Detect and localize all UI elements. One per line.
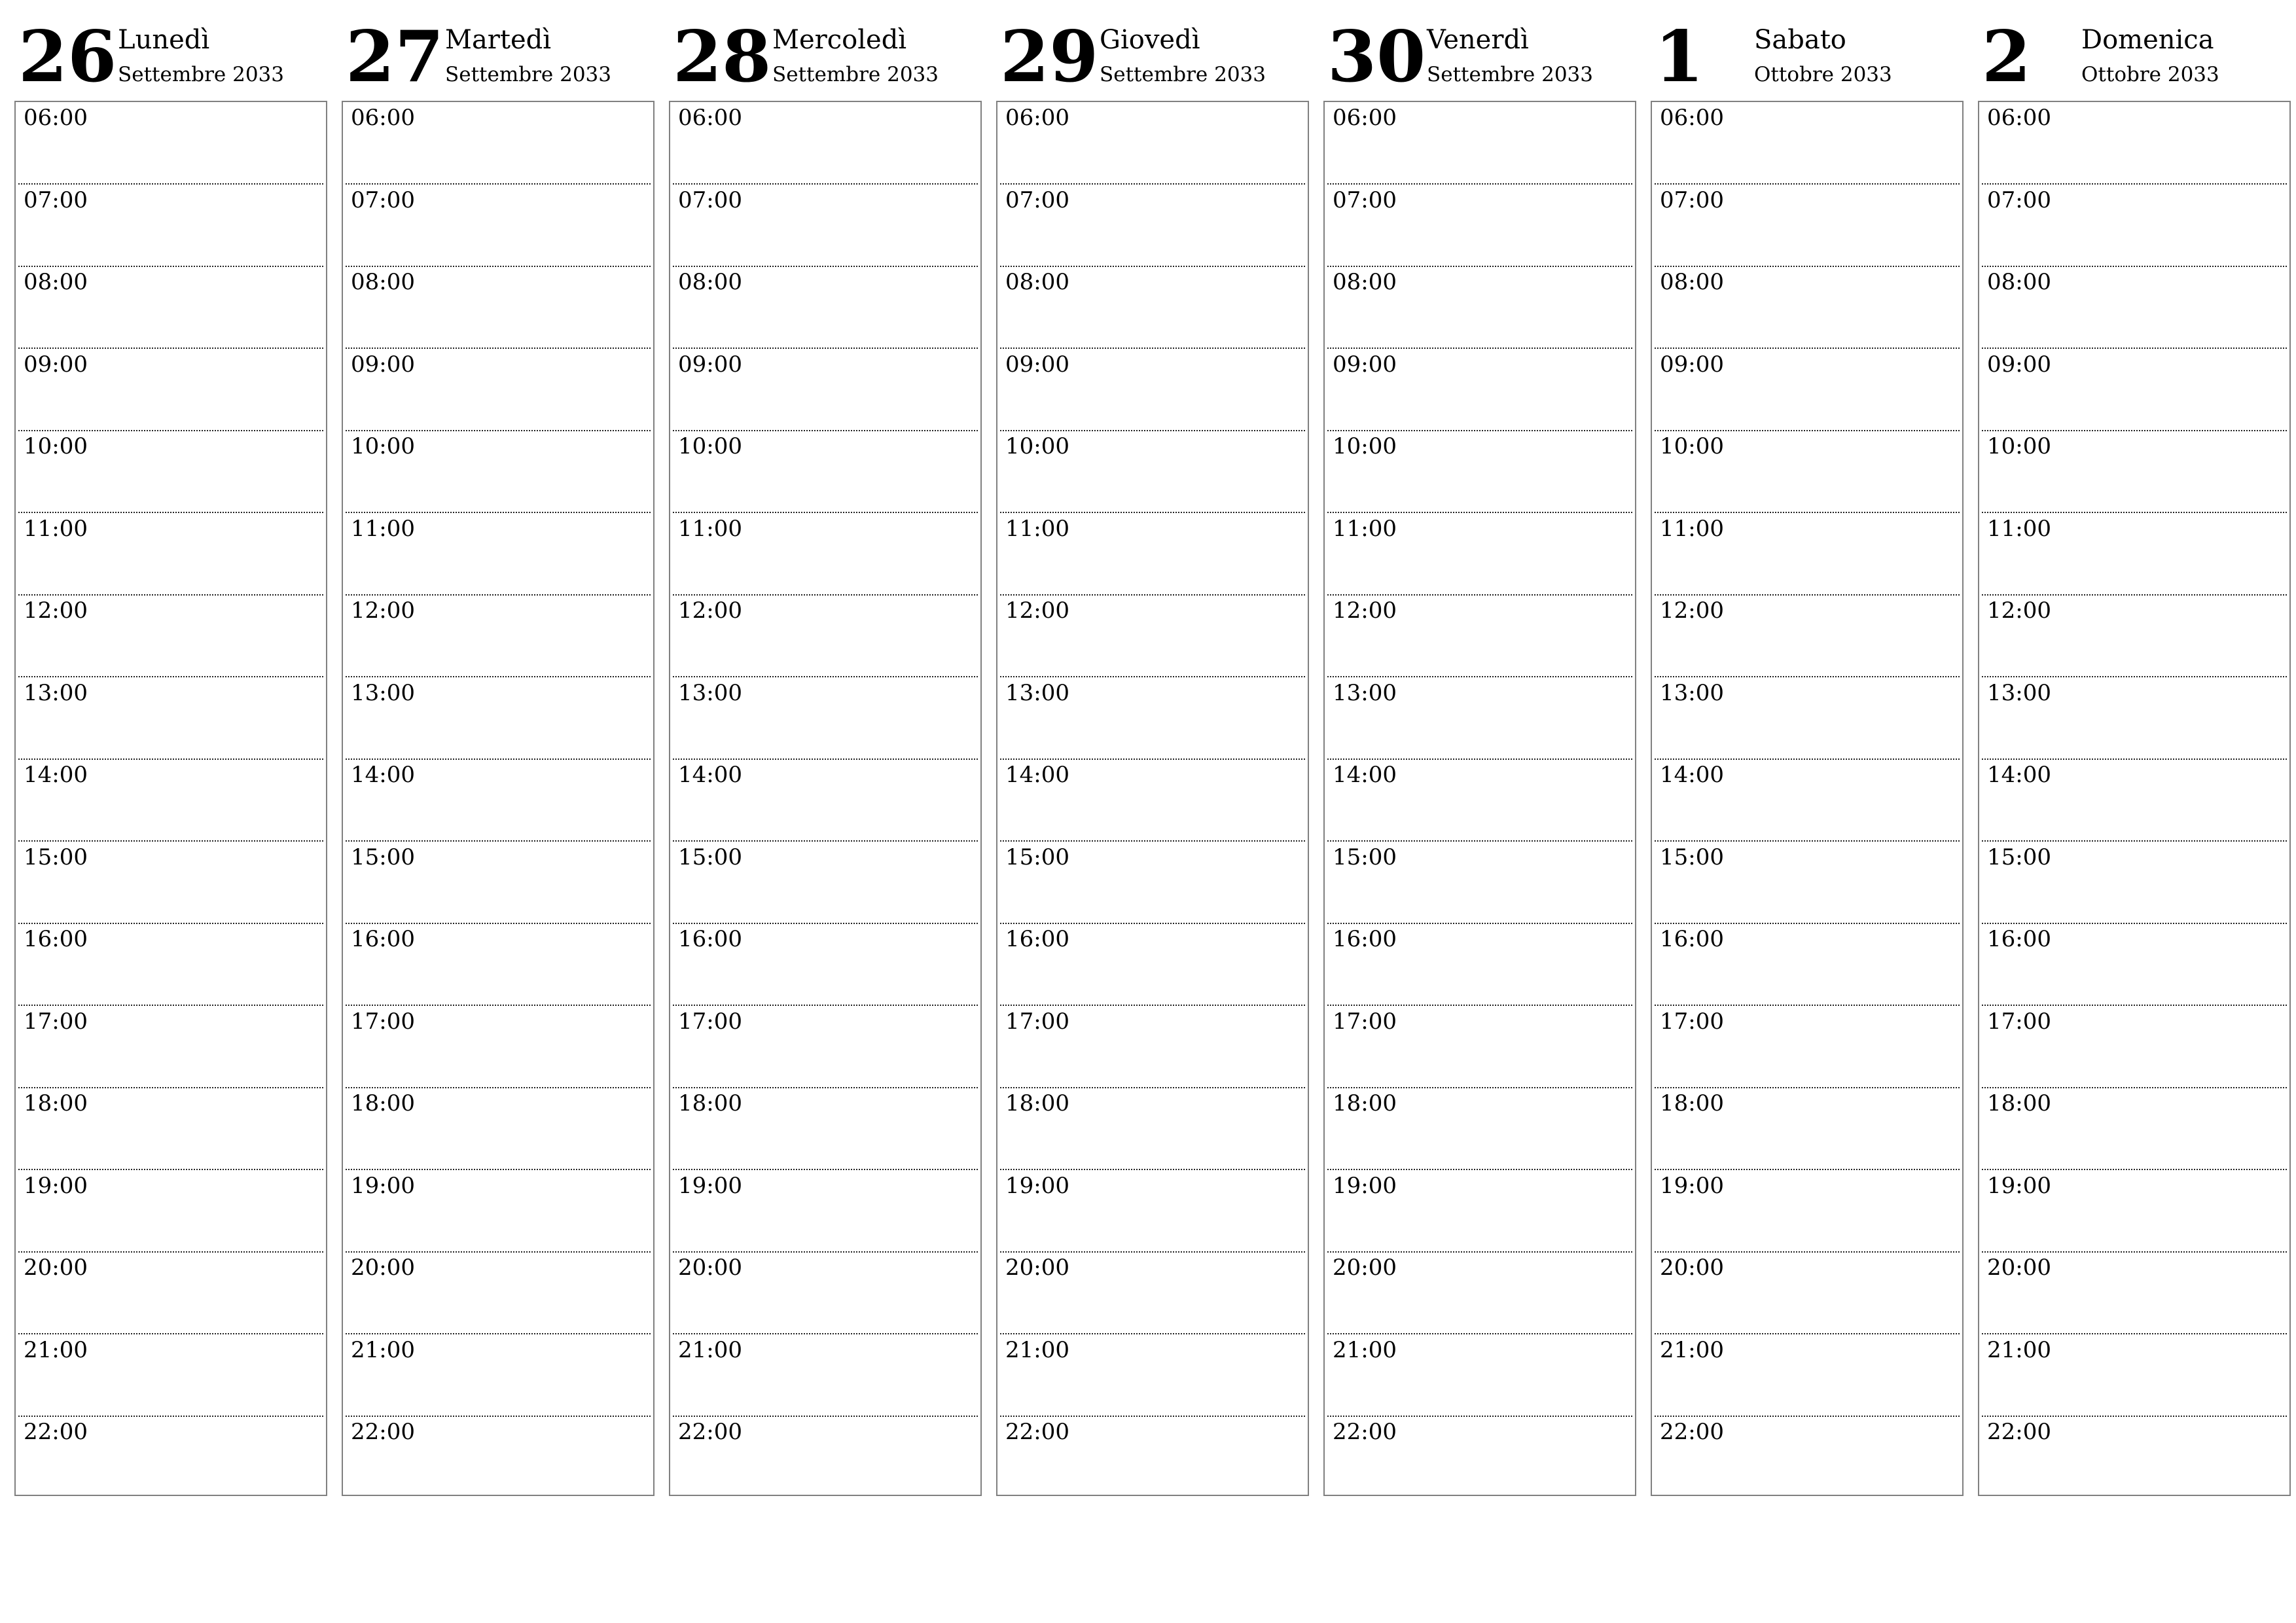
time-slot bbox=[343, 1088, 653, 1169]
time-label: 14:00 bbox=[1987, 762, 2051, 788]
time-slot bbox=[1325, 1416, 1635, 1498]
time-label: 16:00 bbox=[1333, 926, 1397, 952]
day-name: Martedì bbox=[445, 25, 552, 55]
time-label: 16:00 bbox=[351, 926, 415, 952]
time-slot bbox=[343, 1334, 653, 1416]
time-slot bbox=[997, 513, 1308, 595]
time-slot bbox=[16, 1170, 326, 1252]
time-slot bbox=[997, 677, 1308, 759]
time-label: 16:00 bbox=[1660, 926, 1724, 952]
time-label: 19:00 bbox=[24, 1172, 88, 1199]
time-label: 17:00 bbox=[1005, 1008, 1069, 1035]
time-slot bbox=[1652, 1416, 1962, 1498]
time-label: 09:00 bbox=[1333, 351, 1397, 378]
time-slot bbox=[997, 349, 1308, 431]
time-label: 07:00 bbox=[678, 187, 742, 213]
time-slot bbox=[343, 102, 653, 184]
time-slot bbox=[343, 431, 653, 512]
time-label: 18:00 bbox=[1987, 1090, 2051, 1116]
time-slot bbox=[1979, 842, 2289, 923]
time-label: 18:00 bbox=[1005, 1090, 1069, 1116]
time-slot bbox=[1652, 102, 1962, 184]
time-slot bbox=[343, 923, 653, 1005]
time-label: 13:00 bbox=[351, 679, 415, 706]
time-label: 19:00 bbox=[351, 1172, 415, 1199]
time-label: 15:00 bbox=[1333, 844, 1397, 870]
time-label: 20:00 bbox=[351, 1255, 415, 1281]
day-header bbox=[1651, 0, 1964, 98]
time-slot bbox=[1979, 595, 2289, 677]
time-label: 16:00 bbox=[1987, 926, 2051, 952]
time-label: 22:00 bbox=[1987, 1419, 2051, 1445]
time-label: 10:00 bbox=[1005, 433, 1069, 459]
time-slot bbox=[1979, 266, 2289, 348]
time-slot bbox=[997, 595, 1308, 677]
time-slot bbox=[343, 1006, 653, 1088]
time-label: 08:00 bbox=[678, 269, 742, 295]
time-slot bbox=[1325, 1252, 1635, 1334]
day-number: 26 bbox=[18, 16, 117, 98]
time-slot bbox=[670, 923, 980, 1005]
day-number: 1 bbox=[1655, 16, 1704, 98]
time-label: 10:00 bbox=[678, 433, 742, 459]
time-label: 21:00 bbox=[351, 1336, 415, 1363]
time-label: 08:00 bbox=[351, 269, 415, 295]
time-label: 08:00 bbox=[1987, 269, 2051, 295]
time-slot bbox=[1652, 842, 1962, 923]
time-label: 20:00 bbox=[24, 1255, 88, 1281]
time-label: 15:00 bbox=[1660, 844, 1724, 870]
time-label: 06:00 bbox=[678, 105, 742, 131]
time-label: 06:00 bbox=[24, 105, 88, 131]
day-name: Sabato bbox=[1754, 25, 1846, 55]
time-label: 07:00 bbox=[24, 187, 88, 213]
day-name: Venerdì bbox=[1427, 25, 1529, 55]
time-slot bbox=[1652, 431, 1962, 512]
day-schedule-box bbox=[669, 101, 982, 1496]
time-label: 22:00 bbox=[1660, 1419, 1724, 1445]
time-slot bbox=[670, 1334, 980, 1416]
time-label: 11:00 bbox=[1005, 515, 1069, 542]
time-slot bbox=[1325, 185, 1635, 266]
time-label: 11:00 bbox=[678, 515, 742, 542]
time-slot bbox=[670, 759, 980, 841]
time-label: 08:00 bbox=[24, 269, 88, 295]
day-number: 2 bbox=[1982, 16, 2032, 98]
time-slot bbox=[16, 1252, 326, 1334]
day-header bbox=[342, 0, 655, 98]
time-slot bbox=[1979, 1252, 2289, 1334]
time-label: 08:00 bbox=[1005, 269, 1069, 295]
day-schedule-box bbox=[342, 101, 655, 1496]
time-label: 19:00 bbox=[1987, 1172, 2051, 1199]
time-label: 07:00 bbox=[1987, 187, 2051, 213]
day-header bbox=[996, 0, 1309, 98]
time-label: 11:00 bbox=[1987, 515, 2051, 542]
time-slot bbox=[1325, 923, 1635, 1005]
time-slot bbox=[16, 1416, 326, 1498]
time-slot bbox=[1652, 513, 1962, 595]
time-slot bbox=[1652, 266, 1962, 348]
time-slot bbox=[997, 1006, 1308, 1088]
day-header bbox=[1323, 0, 1636, 98]
time-label: 12:00 bbox=[1333, 597, 1397, 624]
time-slot bbox=[16, 842, 326, 923]
time-slot bbox=[997, 1416, 1308, 1498]
time-label: 17:00 bbox=[24, 1008, 88, 1035]
time-label: 07:00 bbox=[1660, 187, 1724, 213]
time-slot bbox=[1979, 185, 2289, 266]
day-header bbox=[669, 0, 982, 98]
time-label: 09:00 bbox=[1005, 351, 1069, 378]
time-slot bbox=[343, 1252, 653, 1334]
day-name: Lunedì bbox=[118, 25, 210, 55]
time-slot bbox=[1652, 1334, 1962, 1416]
time-slot bbox=[1979, 759, 2289, 841]
day-schedule-box bbox=[996, 101, 1309, 1496]
time-label: 13:00 bbox=[1987, 679, 2051, 706]
time-slot bbox=[16, 1006, 326, 1088]
day-schedule-box bbox=[1978, 101, 2291, 1496]
time-slot bbox=[1979, 102, 2289, 184]
time-label: 10:00 bbox=[1333, 433, 1397, 459]
time-slot bbox=[1325, 842, 1635, 923]
time-slot bbox=[1652, 185, 1962, 266]
time-slot bbox=[16, 1088, 326, 1169]
time-label: 08:00 bbox=[1660, 269, 1724, 295]
time-slot bbox=[1325, 513, 1635, 595]
day-schedule-box bbox=[1323, 101, 1636, 1496]
time-slot bbox=[1979, 677, 2289, 759]
time-label: 12:00 bbox=[1005, 597, 1069, 624]
time-label: 14:00 bbox=[351, 762, 415, 788]
time-label: 15:00 bbox=[1987, 844, 2051, 870]
time-label: 14:00 bbox=[678, 762, 742, 788]
month-year: Ottobre 2033 bbox=[1754, 63, 1892, 86]
time-label: 19:00 bbox=[1005, 1172, 1069, 1199]
month-year: Settembre 2033 bbox=[445, 63, 611, 86]
time-slot bbox=[343, 185, 653, 266]
time-label: 15:00 bbox=[24, 844, 88, 870]
time-slot bbox=[1979, 1088, 2289, 1169]
time-slot bbox=[1325, 595, 1635, 677]
time-label: 18:00 bbox=[351, 1090, 415, 1116]
time-slot bbox=[1325, 1088, 1635, 1169]
time-label: 21:00 bbox=[1660, 1336, 1724, 1363]
time-slot bbox=[1325, 349, 1635, 431]
time-slot bbox=[16, 513, 326, 595]
time-slot bbox=[16, 1334, 326, 1416]
time-label: 22:00 bbox=[24, 1419, 88, 1445]
day-header bbox=[14, 0, 327, 98]
time-label: 21:00 bbox=[24, 1336, 88, 1363]
time-slot bbox=[16, 923, 326, 1005]
day-number: 28 bbox=[673, 16, 772, 98]
day-schedule-box bbox=[14, 101, 327, 1496]
time-label: 06:00 bbox=[1333, 105, 1397, 131]
time-slot bbox=[1325, 1006, 1635, 1088]
time-label: 11:00 bbox=[1333, 515, 1397, 542]
time-slot bbox=[997, 431, 1308, 512]
time-label: 17:00 bbox=[678, 1008, 742, 1035]
time-label: 13:00 bbox=[1005, 679, 1069, 706]
time-slot bbox=[670, 431, 980, 512]
time-slot bbox=[670, 677, 980, 759]
time-slot bbox=[343, 1416, 653, 1498]
time-label: 17:00 bbox=[1987, 1008, 2051, 1035]
time-slot bbox=[997, 759, 1308, 841]
time-slot bbox=[997, 1334, 1308, 1416]
time-label: 15:00 bbox=[351, 844, 415, 870]
time-label: 20:00 bbox=[678, 1255, 742, 1281]
time-slot bbox=[1325, 677, 1635, 759]
time-slot bbox=[1979, 1334, 2289, 1416]
time-label: 14:00 bbox=[24, 762, 88, 788]
time-slot bbox=[1652, 1006, 1962, 1088]
month-year: Settembre 2033 bbox=[1427, 63, 1593, 86]
time-slot bbox=[1979, 1170, 2289, 1252]
time-slot bbox=[16, 266, 326, 348]
day-number: 30 bbox=[1327, 16, 1426, 98]
time-slot bbox=[1979, 349, 2289, 431]
time-slot bbox=[1979, 923, 2289, 1005]
time-label: 20:00 bbox=[1660, 1255, 1724, 1281]
time-slot bbox=[16, 185, 326, 266]
time-slot bbox=[670, 349, 980, 431]
time-label: 13:00 bbox=[1333, 679, 1397, 706]
time-label: 22:00 bbox=[1005, 1419, 1069, 1445]
month-year: Settembre 2033 bbox=[772, 63, 939, 86]
time-slot bbox=[1979, 1006, 2289, 1088]
time-label: 13:00 bbox=[678, 679, 742, 706]
time-label: 18:00 bbox=[678, 1090, 742, 1116]
time-slot bbox=[670, 595, 980, 677]
time-label: 10:00 bbox=[351, 433, 415, 459]
time-label: 18:00 bbox=[24, 1090, 88, 1116]
time-label: 13:00 bbox=[24, 679, 88, 706]
time-label: 20:00 bbox=[1005, 1255, 1069, 1281]
day-name: Domenica bbox=[2081, 25, 2214, 55]
time-slot bbox=[16, 349, 326, 431]
time-label: 15:00 bbox=[1005, 844, 1069, 870]
day-schedule-box bbox=[1651, 101, 1964, 1496]
time-label: 19:00 bbox=[1660, 1172, 1724, 1199]
time-label: 17:00 bbox=[351, 1008, 415, 1035]
time-slot bbox=[670, 1416, 980, 1498]
time-label: 19:00 bbox=[1333, 1172, 1397, 1199]
time-slot bbox=[343, 1170, 653, 1252]
time-slot bbox=[343, 595, 653, 677]
time-label: 21:00 bbox=[1987, 1336, 2051, 1363]
time-slot bbox=[1325, 431, 1635, 512]
time-label: 14:00 bbox=[1660, 762, 1724, 788]
time-label: 14:00 bbox=[1005, 762, 1069, 788]
time-slot bbox=[1652, 923, 1962, 1005]
time-slot bbox=[1652, 1252, 1962, 1334]
time-label: 18:00 bbox=[1333, 1090, 1397, 1116]
time-label: 12:00 bbox=[678, 597, 742, 624]
time-slot bbox=[997, 923, 1308, 1005]
time-slot bbox=[1979, 1416, 2289, 1498]
time-slot bbox=[16, 759, 326, 841]
month-year: Ottobre 2033 bbox=[2081, 63, 2219, 86]
time-label: 10:00 bbox=[1987, 433, 2051, 459]
time-slot bbox=[670, 1006, 980, 1088]
time-label: 13:00 bbox=[1660, 679, 1724, 706]
time-slot bbox=[16, 677, 326, 759]
time-label: 22:00 bbox=[678, 1419, 742, 1445]
time-slot bbox=[997, 185, 1308, 266]
time-label: 06:00 bbox=[1987, 105, 2051, 131]
time-label: 09:00 bbox=[678, 351, 742, 378]
time-slot bbox=[997, 1170, 1308, 1252]
time-slot bbox=[997, 1088, 1308, 1169]
time-label: 07:00 bbox=[351, 187, 415, 213]
time-label: 16:00 bbox=[678, 926, 742, 952]
time-label: 21:00 bbox=[1005, 1336, 1069, 1363]
time-slot bbox=[1652, 595, 1962, 677]
time-slot bbox=[16, 431, 326, 512]
time-slot bbox=[1652, 349, 1962, 431]
time-label: 06:00 bbox=[1005, 105, 1069, 131]
time-label: 20:00 bbox=[1333, 1255, 1397, 1281]
time-slot bbox=[1979, 431, 2289, 512]
time-slot bbox=[1325, 102, 1635, 184]
time-label: 09:00 bbox=[1987, 351, 2051, 378]
time-slot bbox=[670, 1170, 980, 1252]
time-label: 20:00 bbox=[1987, 1255, 2051, 1281]
time-label: 09:00 bbox=[1660, 351, 1724, 378]
day-name: Giovedì bbox=[1100, 25, 1200, 55]
time-slot bbox=[1325, 1170, 1635, 1252]
time-slot bbox=[1325, 1334, 1635, 1416]
day-number: 29 bbox=[1000, 16, 1099, 98]
time-label: 16:00 bbox=[1005, 926, 1069, 952]
time-slot bbox=[343, 677, 653, 759]
time-label: 12:00 bbox=[24, 597, 88, 624]
month-year: Settembre 2033 bbox=[118, 63, 284, 86]
time-slot bbox=[16, 102, 326, 184]
time-label: 19:00 bbox=[678, 1172, 742, 1199]
time-label: 06:00 bbox=[351, 105, 415, 131]
time-label: 21:00 bbox=[1333, 1336, 1397, 1363]
time-slot bbox=[343, 513, 653, 595]
time-slot bbox=[997, 1252, 1308, 1334]
time-slot bbox=[1979, 513, 2289, 595]
time-label: 15:00 bbox=[678, 844, 742, 870]
time-slot bbox=[1652, 1170, 1962, 1252]
time-label: 06:00 bbox=[1660, 105, 1724, 131]
month-year: Settembre 2033 bbox=[1100, 63, 1266, 86]
time-slot bbox=[997, 266, 1308, 348]
time-label: 07:00 bbox=[1333, 187, 1397, 213]
time-label: 09:00 bbox=[351, 351, 415, 378]
time-label: 11:00 bbox=[24, 515, 88, 542]
time-slot bbox=[343, 759, 653, 841]
time-slot bbox=[997, 102, 1308, 184]
time-slot bbox=[1652, 1088, 1962, 1169]
time-slot bbox=[670, 842, 980, 923]
time-slot bbox=[1325, 266, 1635, 348]
time-label: 11:00 bbox=[1660, 515, 1724, 542]
time-slot bbox=[343, 266, 653, 348]
time-slot bbox=[343, 842, 653, 923]
time-slot bbox=[343, 349, 653, 431]
time-slot bbox=[670, 513, 980, 595]
time-label: 08:00 bbox=[1333, 269, 1397, 295]
time-slot bbox=[670, 102, 980, 184]
time-label: 21:00 bbox=[678, 1336, 742, 1363]
time-label: 12:00 bbox=[351, 597, 415, 624]
time-label: 10:00 bbox=[24, 433, 88, 459]
time-slot bbox=[997, 842, 1308, 923]
time-label: 09:00 bbox=[24, 351, 88, 378]
time-slot bbox=[670, 1088, 980, 1169]
time-label: 12:00 bbox=[1987, 597, 2051, 624]
time-slot bbox=[670, 266, 980, 348]
time-label: 22:00 bbox=[1333, 1419, 1397, 1445]
time-label: 22:00 bbox=[351, 1419, 415, 1445]
time-label: 18:00 bbox=[1660, 1090, 1724, 1116]
time-slot bbox=[670, 185, 980, 266]
time-slot bbox=[1325, 759, 1635, 841]
day-header bbox=[1978, 0, 2291, 98]
time-slot bbox=[1652, 759, 1962, 841]
time-label: 11:00 bbox=[351, 515, 415, 542]
time-label: 14:00 bbox=[1333, 762, 1397, 788]
time-label: 07:00 bbox=[1005, 187, 1069, 213]
day-name: Mercoledì bbox=[772, 25, 907, 55]
time-slot bbox=[670, 1252, 980, 1334]
time-slot bbox=[1652, 677, 1962, 759]
time-label: 17:00 bbox=[1660, 1008, 1724, 1035]
day-number: 27 bbox=[346, 16, 444, 98]
time-label: 10:00 bbox=[1660, 433, 1724, 459]
time-label: 12:00 bbox=[1660, 597, 1724, 624]
time-label: 17:00 bbox=[1333, 1008, 1397, 1035]
time-label: 16:00 bbox=[24, 926, 88, 952]
time-slot bbox=[16, 595, 326, 677]
